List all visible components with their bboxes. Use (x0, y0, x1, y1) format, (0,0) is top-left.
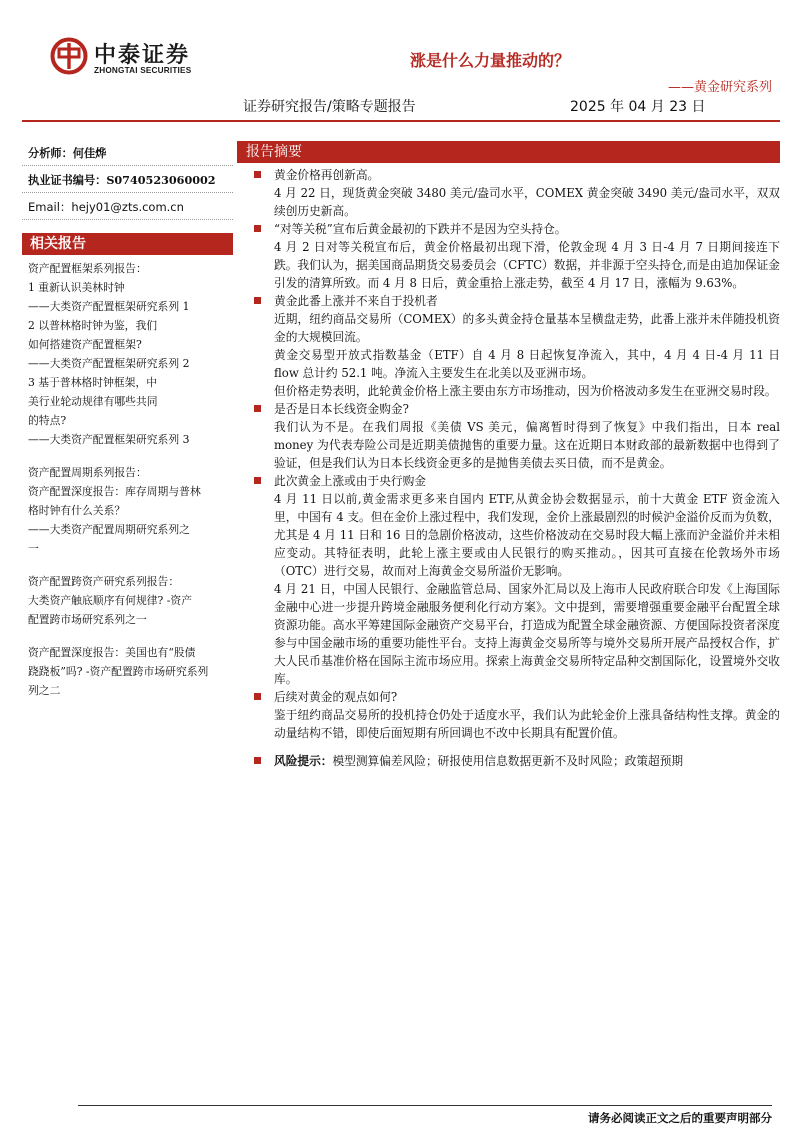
related-report-line: ——大类资产配置周期研究系列之 (28, 523, 190, 536)
related-report-line: 1 重新认识美林时钟 (28, 281, 125, 294)
related-report-line: 一 (28, 542, 39, 555)
summary-paragraph: 4 月 11 日以前,黄金需求更多来自国内 ETF,从黄金协会数据显示，前十大黄金 ETF 资金流入里，中国有 4 支。但在金价上涨过程中，我们发现，金价上涨最剧烈的时候沪金溢价反而为负数，尤其是 4 月 11 日和 16 日的急剧价格波动，这些价格波动在交易时段大幅上涨而沪金溢价并未相应变动。其特征表明，此轮上涨主要或由人民银行的购买推动。，因其可直接在伦敦场外市场（OTC）进行交易，故而对上海黄金交易所溢价无影响。 (274, 492, 780, 578)
related-report-line: 资产配置深度报告：美国也有“股债 (28, 646, 196, 659)
logo-emblem-icon (50, 36, 88, 76)
related-report-line: ——大类资产配置框架研究系列 1 (28, 300, 190, 313)
summary-bullet: “对等关税”宣布后黄金最初的下跌并不是因为空头持仓。 (252, 220, 780, 238)
analyst-info (28, 144, 233, 225)
related-report-line: 配置跨市场研究系列之一 (28, 613, 147, 626)
report-type: 证券研究报告/策略专题报告 (243, 99, 416, 115)
related-report-line: 资产配置周期系列报告： (28, 466, 147, 479)
info-divider (22, 192, 233, 193)
summary-paragraph: 黄金交易型开放式指数基金（ETF）自 4 月 8 日起恢复净流入，其中，4 月 4 日-4 月 11 日 flow 总计约 52.1 吨。净流入主要发生在北美以及亚洲市场。 (274, 348, 780, 380)
analyst-certificate: 执业证书编号：S0740523060002 (28, 173, 216, 187)
risk-text: 模型测算偏差风险；研报使用信息数据更新不及时风险；政策超预期 (332, 754, 684, 768)
related-report-line: ——大类资产配置框架研究系列 2 (28, 357, 190, 370)
summary-paragraph: 鉴于纽约商品交易所的投机持仓仍处于适度水平，我们认为此轮金价上涨具备结构性支撑。黄金的动量结构不错，即使后面短期有所回调也不改中长期具有配置价值。 (274, 708, 780, 740)
related-report-line: 跷跷板”吗? -资产配置跨市场研究系列 (28, 665, 209, 678)
related-report-line: 如何搭建资产配置框架? (28, 338, 142, 351)
summary-paragraph: 我们认为不是。在我们周报《美债 VS 美元，偏离暂时得到了恢复》中我们指出，日本 real money 为代表寿险公司是近期美债抛售的重要力量。这在近期日本财政部的最新数据中也得到了验证，但是我们认为日本长线资金更多的是抛售美债去买日债，而不是黄金。 (274, 420, 780, 470)
related-report-line: 资产配置跨资产研究系列报告： (28, 575, 180, 588)
summary-paragraph: 近期，纽约商品交易所（COMEX）的多头黄金持仓量基本呈横盘走势，此番上涨并未伴随投机资金的大规模回流。 (274, 312, 780, 344)
info-divider (22, 165, 233, 166)
disclaimer-footer: 请务必阅读正文之后的重要声明部分 (588, 1111, 772, 1125)
related-report-line: 大类资产触底顺序有何规律? -资产 (28, 594, 193, 607)
summary-paragraph: 但价格走势表明，此轮黄金价格上涨主要由东方市场推动，因为价格波动多发生在亚洲交易时段。 (274, 384, 777, 398)
summary-items (252, 166, 780, 742)
summary-heading: 报告摘要 (237, 141, 780, 163)
logo-chinese-name: 中泰证券 (94, 43, 191, 68)
summary-bullet: 是否是日本长线资金购金? (252, 400, 780, 418)
related-report-line: 美行业轮动规律有哪些共同 (28, 395, 158, 408)
summary-bullet: 此次黄金上涨或由于央行购金 (252, 472, 780, 490)
spacer (28, 629, 233, 643)
spacer (28, 558, 233, 572)
related-report-line: 资产配置深度报告：库存周期与普林 (28, 485, 201, 498)
analyst-email: Email：hejy01@zts.com.cn (28, 200, 184, 214)
risk-label: 风险提示： (274, 754, 333, 768)
report-series: ——黄金研究系列 (667, 80, 772, 95)
summary-bullet: 黄金此番上涨并不来自于投机者 (252, 292, 780, 310)
related-report-line: 2 以普林格时钟为鉴，我们 (28, 319, 158, 332)
analyst-name: 分析师：何佳烨 (28, 146, 107, 160)
spacer (28, 449, 233, 463)
related-report-line: 格时钟有什么关系？ (28, 504, 126, 517)
summary-bullet: 黄金价格再创新高。 (252, 166, 780, 184)
header-divider (22, 120, 780, 122)
related-report-line: 资产配置框架系列报告： (28, 262, 147, 275)
summary-bullet: 后续对黄金的观点如何? (252, 688, 780, 706)
risk-warning (252, 752, 780, 770)
document-title: 涨是什么力量推动的？ (410, 51, 571, 70)
company-logo (50, 36, 210, 80)
report-date: 2025 年 04 月 23 日 (570, 99, 706, 115)
related-report-line: 列之二 (28, 684, 61, 697)
footer-divider (78, 1105, 772, 1106)
summary-paragraph: 4 月 22 日，现货黄金突破 3480 美元/盎司水平，COMEX 黄金突破 3490 美元/盎司水平，双双续创历史新高。 (274, 186, 780, 218)
related-reports-list (28, 259, 233, 700)
summary-paragraph: 4 月 21 日，中国人民银行、金融监管总局、国家外汇局以及上海市人民政府联合印发《上海国际金融中心进一步提升跨境金融服务便利化行动方案》。文中提到，需要增强重要金融平台配置全球资源功能。高水平筹建国际金融资产交易平台，打造成为配置全球金融资源、方便国际投资者深度参与中国金融市场的重要功能性平台。支持上海黄金交易所等与境外交易所开展产品授权合作，扩大人民币基准价格在国际主流市场应用。探索上海黄金交易所特定品种交割国际化，设置境外交收库。 (274, 582, 780, 686)
summary-paragraph: 4 月 2 日对等关税宣布后，黄金价格最初出现下滑，伦敦金现 4 月 3 日-4 月 7 日期间接连下跌。我们认为，据美国商品期货交易委员会（CFTC）数据，并非源于空头持仓,而是由追加保证金引发的清算所致。而 4 月 8 日后，黄金重拾上涨走势，截至 4 月 17 日，涨幅为 9.63%。 (274, 240, 780, 290)
info-divider (22, 219, 233, 220)
summary-body (252, 166, 780, 770)
related-report-line: 3 基于普林格时钟框架，中 (28, 376, 158, 389)
logo-english-name: ZHONGTAI SECURITIES (94, 66, 192, 75)
related-report-line: ——大类资产配置框架研究系列 3 (28, 433, 190, 446)
related-reports-heading: 相关报告 (22, 233, 233, 255)
related-report-line: 的特点? (28, 414, 67, 427)
